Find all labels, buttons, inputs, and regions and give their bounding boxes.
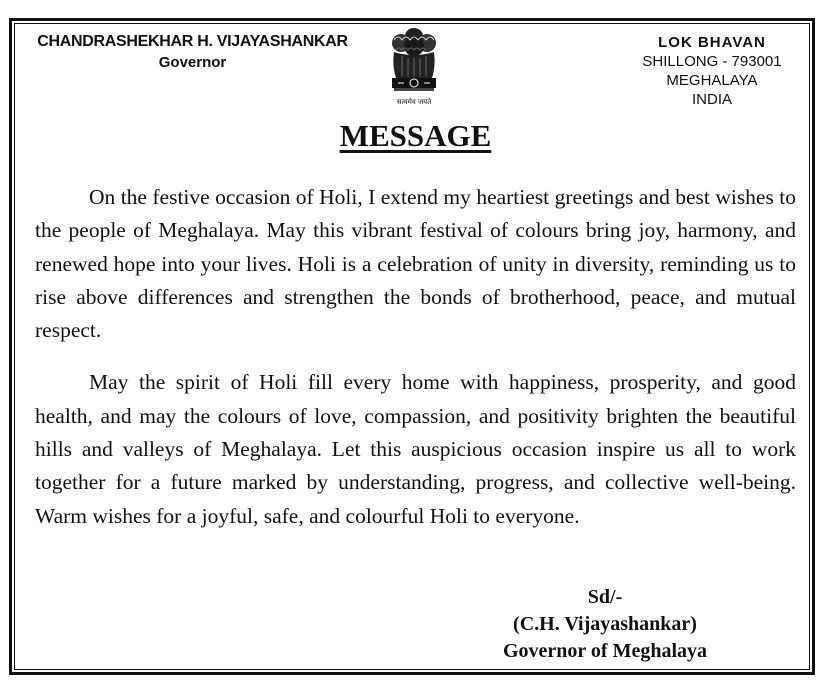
signature-sd: Sd/- [587, 586, 623, 608]
address-line-3: MEGHALAYA [666, 72, 758, 89]
message-body [35, 181, 796, 533]
address-block [612, 33, 812, 109]
sender-name: CHANDRASHEKHAR H. VIJAYASHANKAR [37, 33, 348, 50]
address-line-1: LOK BHAVAN [658, 34, 766, 51]
state-emblem-icon [384, 26, 444, 112]
signature-block [450, 584, 760, 665]
message-paragraph-2: May the spirit of Holi fill every home with happiness, prosperity, and good health, and may the colours of love, compassion, and positivity brighten the beautiful hills and valleys of Meghalaya. Let this auspicious occasion inspire us all to work together for a future marked by understanding, progress, and collective well-being. Warm wishes for a joyful, safe, and colourful Holi to everyone. [35, 370, 796, 528]
signatory-name: (C.H. Vijayashankar) [513, 613, 697, 635]
emblem-motto: सत्यमेव जयते [396, 98, 432, 106]
address-line-4: INDIA [691, 91, 732, 108]
signatory-designation: Governor of Meghalaya [502, 640, 708, 662]
sender-title: Governor [158, 54, 227, 71]
address-line-2: SHILLONG - 793001 [642, 53, 782, 70]
page-title: MESSAGE [339, 118, 492, 153]
message-paragraph-1: On the festive occasion of Holi, I extend my heartiest greetings and best wishes to the people of Meghalaya. May this vibrant festival of colours bring joy, harmony, and renewed hope into your lives. Holi is a celebration of unity in diversity, reminding us to rise above differences and strengthen the bonds of brotherhood, peace, and mutual respect. [35, 185, 796, 343]
sender-block [20, 33, 365, 71]
